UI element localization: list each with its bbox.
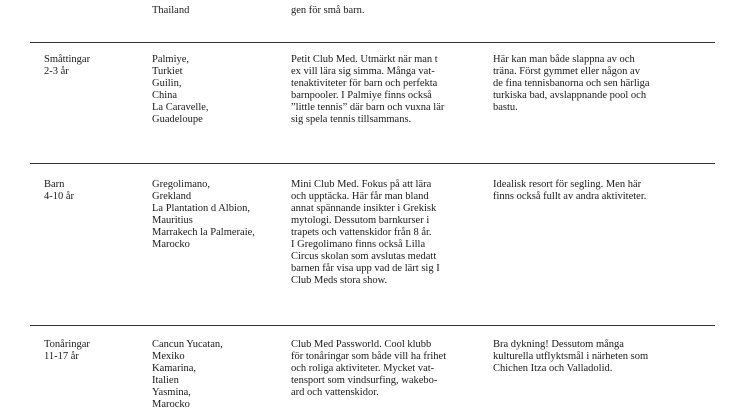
age-group: Tonåringar 11-17 år	[44, 339, 90, 362]
resort-list: Gregolimano, Grekland La Plantation d Albion, Mauritius Marrakech la Palmeraie, Marocko	[152, 179, 255, 250]
resort-notes: Här kan man både slappna av och träna. Först gymmet eller någon av de fina tennisbanorna och sen härliga turkiska bad, avslappnande pool och bastu.	[493, 54, 650, 113]
age-group: Småttingar 2-3 år	[44, 54, 91, 77]
club-description: Club Med Passworld. Cool klubb för tonåringar som både vill ha frihet och roliga aktiviteter. Mycket vat- tensport som vindsurfing, wakebo- ard och vattenskidor.	[291, 339, 447, 398]
resort-notes: Idealisk resort för segling. Men här finns också fullt av andra aktiviteter.	[493, 179, 647, 202]
resort-list: Palmiye, Turkiet Guilin, China La Caravelle, Guadeloupe	[152, 54, 209, 125]
row-divider	[30, 163, 715, 164]
row-divider	[30, 325, 715, 326]
row-divider	[30, 42, 715, 43]
age-group: Barn 4-10 år	[44, 179, 75, 202]
club-description: gen för små barn.	[291, 5, 365, 16]
club-description: Petit Club Med. Utmärkt när man t ex vill lära sig simma. Många vat- tenaktiviteter för barn och perfekta barnpooler. I Palmiye finns också ”little tennis” där barn och vuxna lär sig spela tennis tillsammans.	[291, 54, 445, 125]
resort-notes: Bra dykning! Dessutom många kulturella utflyktsmål i närheten som Chichen Itza och Valladolid.	[493, 339, 649, 374]
resort-list: Cancun Yucatan, Mexiko Kamarina, Italien Yasmina, Marocko	[152, 339, 223, 410]
club-description: Mini Club Med. Fokus på att lära och upptäcka. Här får man bland annat spännande insikter i Grekisk mytologi. Dessutom barnkurser i trapets och vattenskidor från 8 år. I Gregolimano finns också Lilla Circus skolan som avslutas medatt barnen får visa upp vad de lärt sig I Club Meds stora show.	[291, 179, 440, 286]
resort-list: Thailand	[152, 5, 190, 16]
